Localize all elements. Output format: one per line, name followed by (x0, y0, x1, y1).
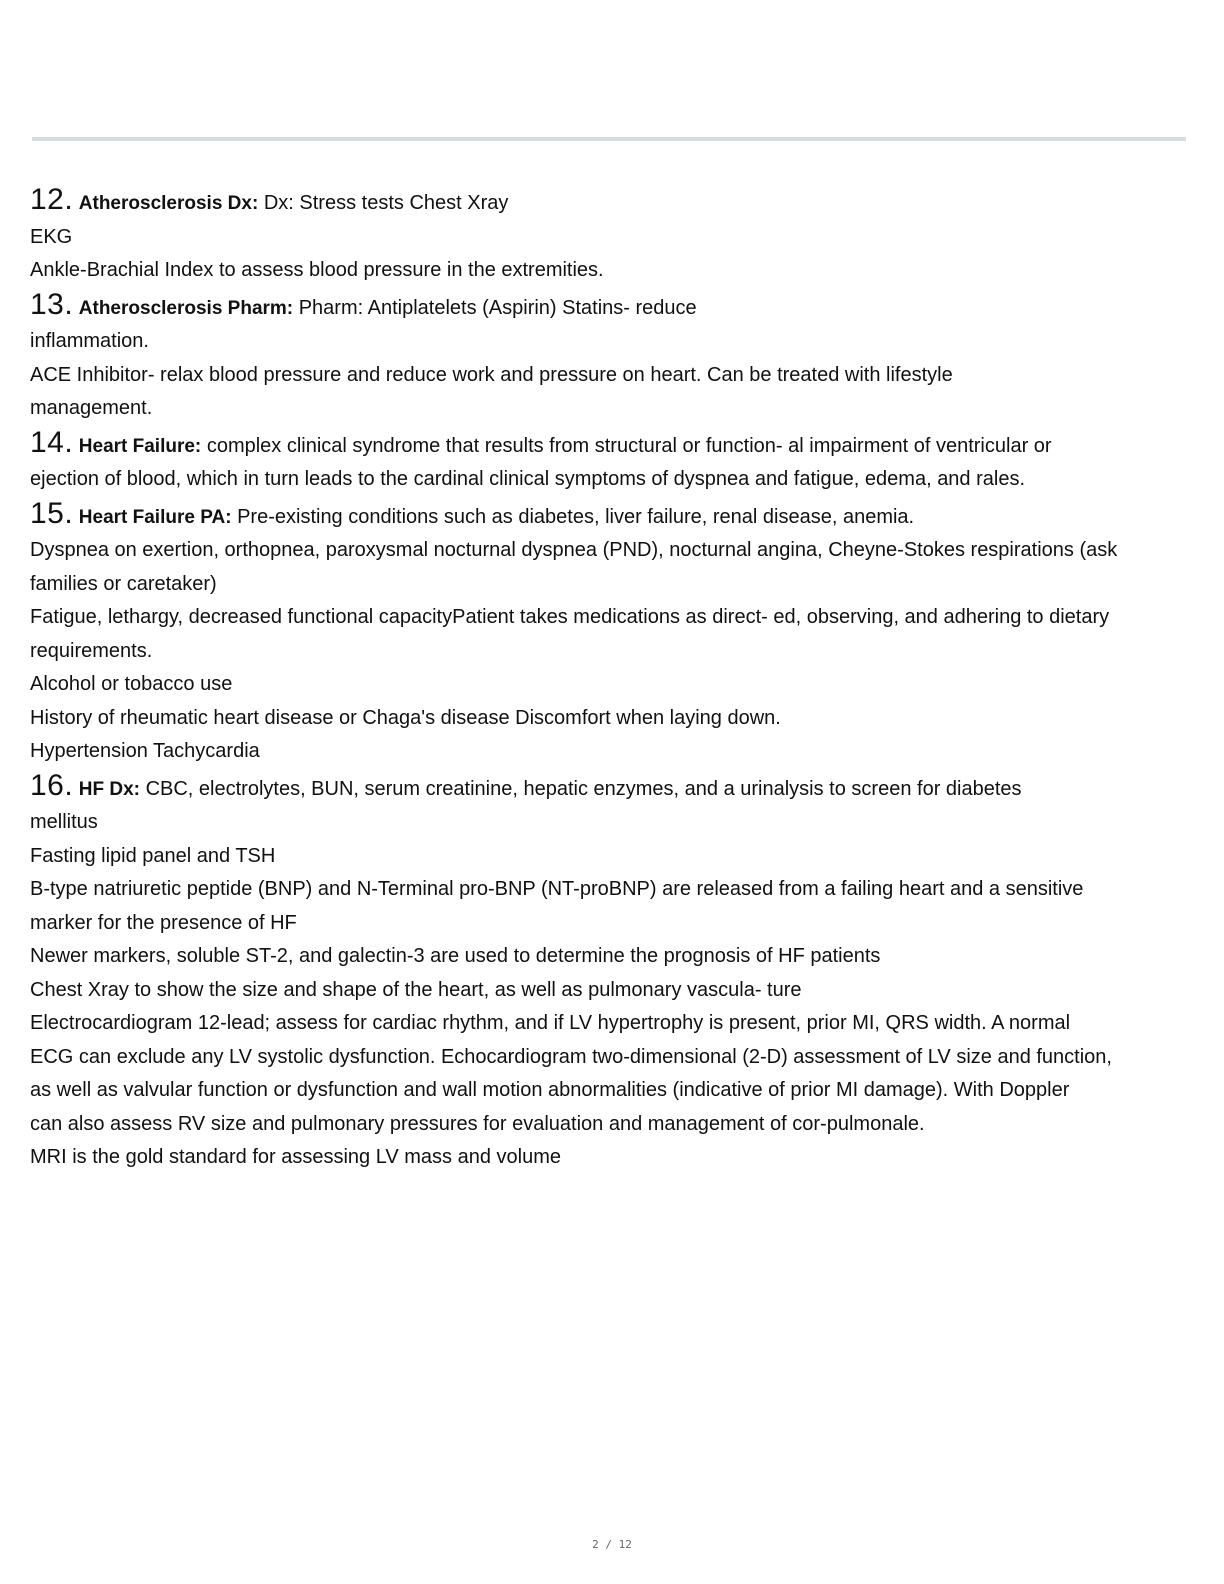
entry-13 (30, 288, 1205, 426)
entry-heading-line (30, 497, 1205, 535)
entry-text-line: EKG (30, 225, 73, 248)
entry-text-line: can also assess RV size and pulmonary pressures for evaluation and management of cor-pulmonale. (30, 1112, 925, 1135)
entry-heading-line (30, 288, 1205, 326)
entry-text-line: History of rheumatic heart disease or Chaga's disease Discomfort when laying down. (30, 706, 781, 729)
entry-definition-start: complex clinical syndrome that results from structural or function- al impairment of ventricular or (201, 434, 1052, 457)
page-number: 2 / 12 (592, 1538, 632, 1551)
entry-text-line: MRI is the gold standard for assessing LV mass and volume (30, 1146, 561, 1168)
entry-12 (30, 183, 1205, 288)
entry-definition-start: CBC, electrolytes, BUN, serum creatinine, hepatic enzymes, and a urinalysis to screen for diabetes (140, 777, 1022, 800)
entry-text-line: Electrocardiogram 12-lead; assess for cardiac rhythm, and if LV hypertrophy is present, prior MI, QRS width. A normal (30, 1012, 1071, 1034)
entry-text-line: Newer markers, soluble ST-2, and galectin-3 are used to determine the prognosis of HF patients (30, 945, 881, 967)
entry-text-line: Fatigue, lethargy, decreased functional capacityPatient takes medications as direct- ed, observing, and adhering to dietary (30, 606, 1110, 628)
entry-text-line: ejection of blood, which in turn leads to the cardinal clinical symptoms of dyspnea and fatigue, edema, and rales. (30, 468, 1026, 490)
entry-text-line: Hypertension Tachycardia (30, 740, 260, 762)
entry-text-line: Dyspnea on exertion, orthopnea, paroxysmal nocturnal dyspnea (PND), nocturnal angina, Cheyne-Stokes respirations (ask (30, 539, 1118, 561)
entry-term: Atherosclerosis Pharm: (78, 297, 294, 319)
document-body (30, 183, 1205, 1175)
entry-text-line: as well as valvular function or dysfunction and wall motion abnormalities (indicative of prior MI damage). With Doppler (30, 1079, 1070, 1101)
entry-number: 14. (30, 425, 74, 459)
entry-heading-line (30, 183, 1205, 221)
entry-text-line: requirements. (30, 639, 153, 662)
entry-16 (30, 769, 1205, 1175)
entry-definition-start: Pharm: Antiplatelets (Aspirin) Statins- reduce (293, 296, 697, 319)
entry-number: 15. (30, 496, 74, 530)
entry-text-line: families or caretaker) (30, 572, 217, 595)
entry-number: 16. (30, 768, 74, 802)
entry-term: HF Dx: (78, 778, 141, 800)
header-divider (32, 137, 1186, 141)
entry-heading-line (30, 769, 1205, 807)
entry-text-line: mellitus (30, 811, 98, 833)
entry-text-line: Ankle-Brachial Index to assess blood pressure in the extremities. (30, 259, 604, 281)
entry-15 (30, 497, 1205, 769)
entry-text-line: inflammation. (30, 330, 149, 352)
entry-definition-start: Pre-existing conditions such as diabetes, liver failure, renal disease, anemia. (231, 505, 915, 528)
entry-text-line: B-type natriuretic peptide (BNP) and N-Terminal pro-BNP (NT-proBNP) are released from a failing heart and a sensitive (30, 878, 1084, 900)
entry-heading-line (30, 426, 1205, 464)
entry-number: 13. (30, 287, 74, 321)
entry-term: Atherosclerosis Dx: (78, 193, 259, 214)
entry-14 (30, 426, 1205, 497)
entry-term: Heart Failure PA: (78, 506, 232, 528)
entry-definition-start: Dx: Stress tests Chest Xray (258, 192, 509, 214)
entry-text-line: Chest Xray to show the size and shape of the heart, as well as pulmonary vascula- ture (30, 978, 802, 1001)
entry-text-line: ACE Inhibitor- relax blood pressure and reduce work and pressure on heart. Can be treated with lifestyle (30, 363, 953, 386)
entry-text-line: Fasting lipid panel and TSH (30, 844, 276, 867)
entry-text-line: ECG can exclude any LV systolic dysfunction. Echocardiogram two-dimensional (2-D) assessment of LV size and function, (30, 1045, 1112, 1068)
entry-text-line: marker for the presence of HF (30, 911, 297, 934)
entry-number: 12. (30, 183, 74, 216)
entry-text-line: management. (30, 397, 153, 419)
entry-term: Heart Failure: (78, 435, 202, 457)
entry-text-line: Alcohol or tobacco use (30, 673, 233, 695)
